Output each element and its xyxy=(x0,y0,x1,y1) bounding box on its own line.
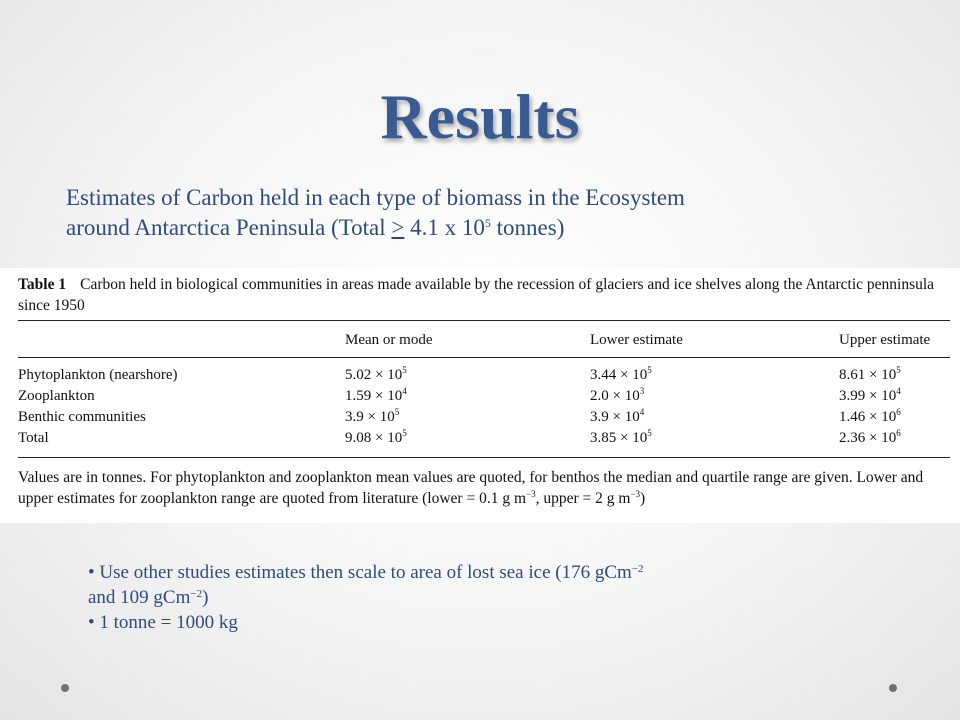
total-value: 4.1 x 10 xyxy=(404,215,485,240)
table-row xyxy=(18,409,950,429)
row-label: Phytoplankton (nearshore) xyxy=(18,367,178,383)
col-header-mean: Mean or mode xyxy=(345,332,433,348)
bullet-item-scaling: • Use other studies estimates then scale to area of lost sea ice (176 gCm$^{-2}$ and 109 gCm$^{-2}$) xyxy=(88,562,644,608)
table-header-row xyxy=(18,332,950,352)
cell-lower: $2.0 \times 10^3$ xyxy=(590,386,645,404)
slide-subtitle xyxy=(66,183,926,243)
row-label: Total xyxy=(18,430,49,446)
table-header-rule xyxy=(18,357,950,358)
col-header-upper: Upper estimate xyxy=(839,332,931,348)
ge-symbol: > xyxy=(391,215,405,240)
row-label: Zooplankton xyxy=(18,388,95,404)
subtitle-line-2 xyxy=(66,213,926,243)
cell-mean: $1.59 \times 10^4$ xyxy=(345,386,407,404)
slide-title: Results xyxy=(380,81,580,152)
total-unit: tonnes) xyxy=(490,215,565,240)
cell-upper: $3.99 \times 10^4$ xyxy=(839,386,901,404)
carbon-table-image xyxy=(0,268,960,523)
bullet-list xyxy=(88,560,888,635)
table-caption-text: Carbon held in biological communities in areas made available by the recession of glaciers and ice shelves along the Antarctic penninsula since 1950 xyxy=(18,276,935,314)
cell-upper: $1.46 \times 10^6$ xyxy=(839,407,901,425)
table-footnote: Values are in tonnes. For phytoplankton and zooplankton mean values are quoted, for benthos the median and quartile range are given. Lower and upper estimates for zooplankton range are quoted from literature (lower = 0.1 g $m^{-3}$, upper = 2 g $m^{-3}$) xyxy=(18,469,924,507)
decorative-dot-right xyxy=(889,684,897,692)
row-label: Benthic communities xyxy=(18,409,146,425)
table-bottom-rule xyxy=(18,457,950,458)
cell-lower: $3.85 \times 10^5$ xyxy=(590,428,652,446)
cell-upper: $2.36 \times 10^6$ xyxy=(839,428,901,446)
decorative-dot-left xyxy=(61,684,69,692)
bullet-item-tonne: • 1 tonne = 1000 kg xyxy=(88,612,238,633)
cell-upper: $8.61 \times 10^5$ xyxy=(839,365,901,383)
table-row xyxy=(18,367,950,387)
table-row xyxy=(18,388,950,408)
col-header-lower: Lower estimate xyxy=(590,332,683,348)
table-top-rule xyxy=(18,320,950,321)
cell-mean: $9.08 \times 10^5$ xyxy=(345,428,407,446)
cell-mean: $3.9 \times 10^5$ xyxy=(345,407,400,425)
subtitle-prefix: around Antarctica Peninsula (Total xyxy=(66,215,392,240)
table-label: Table 1 xyxy=(18,276,67,293)
cell-mean: $5.02 \times 10^5$ xyxy=(345,365,407,383)
subtitle-line-1: Estimates of Carbon held in each type of biomass in the Ecosystem xyxy=(66,185,685,210)
table-caption xyxy=(18,274,950,316)
cell-lower: $3.9 \times 10^4$ xyxy=(590,407,645,425)
table-row xyxy=(18,430,950,450)
cell-lower: $3.44 \times 10^5$ xyxy=(590,365,652,383)
total-exponent: 5 xyxy=(484,216,491,230)
